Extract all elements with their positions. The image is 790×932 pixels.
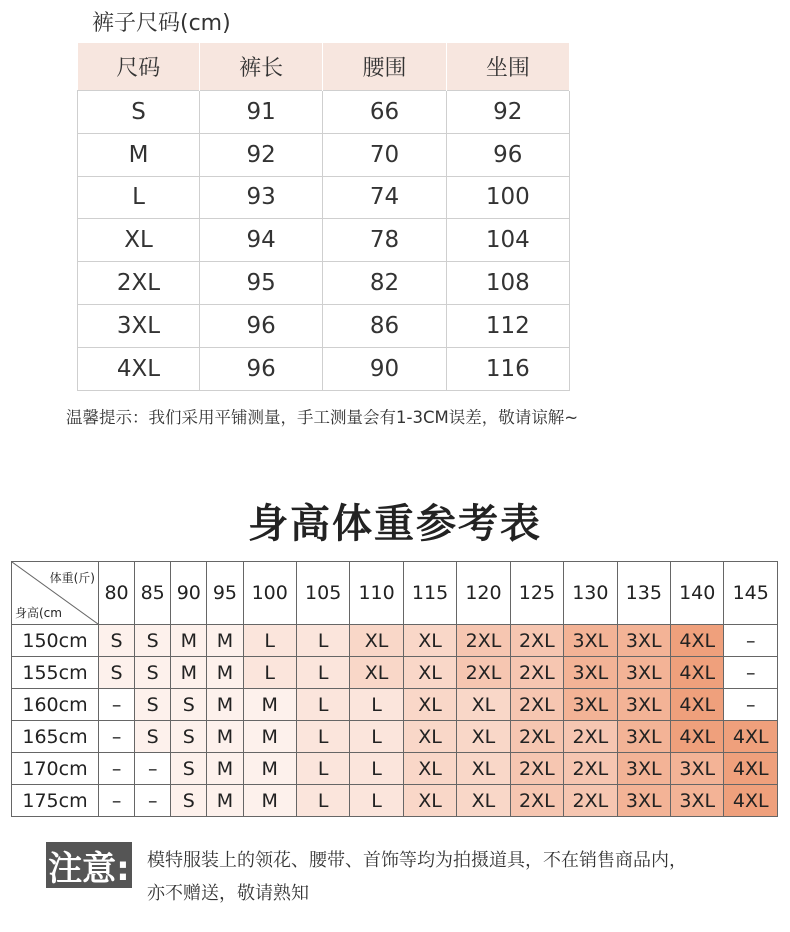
size-table-cell: 93: [200, 176, 323, 219]
size-recommendation-cell: 2XL: [510, 753, 563, 785]
size-recommendation-cell: M: [243, 785, 296, 817]
weight-header-cell: 90: [171, 562, 207, 625]
size-recommendation-cell: L: [296, 689, 349, 721]
size-recommendation-cell: S: [135, 657, 171, 689]
size-recommendation-cell: M: [243, 689, 296, 721]
size-table-header: 腰围: [323, 43, 446, 91]
size-table-cell: M: [78, 133, 200, 176]
size-table-row: [78, 262, 570, 305]
height-weight-table: [11, 561, 778, 817]
weight-header-cell: 135: [617, 562, 670, 625]
size-recommendation-cell: M: [207, 625, 243, 657]
hw-chart-title: 身高体重参考表: [248, 501, 542, 547]
size-table-cell: 96: [200, 347, 323, 390]
size-table-cell: 112: [446, 304, 569, 347]
size-recommendation-cell: 3XL: [564, 625, 617, 657]
size-recommendation-cell: XL: [403, 689, 456, 721]
size-recommendation-cell: –: [724, 657, 778, 689]
size-table-row: [78, 347, 570, 390]
size-recommendation-cell: S: [135, 721, 171, 753]
size-table-header: 裤长: [200, 43, 323, 91]
size-recommendation-cell: 3XL: [617, 689, 670, 721]
size-table-cell: 92: [200, 133, 323, 176]
size-recommendation-cell: M: [171, 625, 207, 657]
hw-corner-cell: [12, 562, 99, 625]
size-table-header: 尺码: [78, 43, 200, 91]
size-recommendation-cell: 2XL: [457, 657, 510, 689]
size-recommendation-cell: 2XL: [510, 721, 563, 753]
size-recommendation-cell: 2XL: [510, 657, 563, 689]
size-recommendation-cell: S: [135, 625, 171, 657]
size-recommendation-cell: 3XL: [564, 657, 617, 689]
hw-row: [12, 721, 778, 753]
size-recommendation-cell: M: [207, 785, 243, 817]
size-recommendation-cell: 4XL: [724, 753, 778, 785]
size-recommendation-cell: XL: [350, 657, 403, 689]
size-recommendation-cell: XL: [403, 753, 456, 785]
size-recommendation-cell: XL: [403, 785, 456, 817]
size-table-cell: 96: [446, 133, 569, 176]
height-label-cell: 175cm: [12, 785, 99, 817]
size-recommendation-cell: S: [171, 753, 207, 785]
size-recommendation-cell: M: [207, 657, 243, 689]
height-label-cell: 150cm: [12, 625, 99, 657]
size-recommendation-cell: L: [243, 657, 296, 689]
size-table-cell: 90: [323, 347, 446, 390]
size-recommendation-cell: 4XL: [671, 721, 724, 753]
size-table-header: 坐围: [446, 43, 569, 91]
size-recommendation-cell: XL: [350, 625, 403, 657]
weight-header-cell: 130: [564, 562, 617, 625]
size-table-cell: S: [78, 91, 200, 134]
size-recommendation-cell: 4XL: [724, 721, 778, 753]
size-table-cell: 108: [446, 262, 569, 305]
size-recommendation-cell: 3XL: [671, 785, 724, 817]
size-recommendation-cell: 2XL: [564, 753, 617, 785]
size-recommendation-cell: XL: [457, 785, 510, 817]
size-recommendation-cell: –: [99, 721, 135, 753]
size-recommendation-cell: 3XL: [617, 625, 670, 657]
size-table: [77, 43, 570, 391]
size-table-header-row: [78, 43, 570, 91]
size-recommendation-cell: L: [350, 721, 403, 753]
size-recommendation-cell: 4XL: [724, 785, 778, 817]
size-recommendation-cell: M: [243, 721, 296, 753]
height-label-cell: 160cm: [12, 689, 99, 721]
size-table-cell: 66: [323, 91, 446, 134]
size-recommendation-cell: –: [724, 689, 778, 721]
weight-header-cell: 145: [724, 562, 778, 625]
size-recommendation-cell: 2XL: [510, 625, 563, 657]
weight-header-cell: 140: [671, 562, 724, 625]
size-table-cell: 74: [323, 176, 446, 219]
height-label-cell: 155cm: [12, 657, 99, 689]
weight-header-cell: 85: [135, 562, 171, 625]
size-recommendation-cell: L: [350, 753, 403, 785]
size-recommendation-cell: S: [99, 625, 135, 657]
size-recommendation-cell: L: [296, 657, 349, 689]
size-table-cell: 96: [200, 304, 323, 347]
size-recommendation-cell: S: [135, 689, 171, 721]
size-recommendation-cell: 3XL: [671, 753, 724, 785]
size-table-row: [78, 219, 570, 262]
size-table-row: [78, 133, 570, 176]
size-chart-title: 裤子尺码(cm): [92, 11, 231, 36]
weight-axis-label: 体重(斤): [49, 571, 95, 585]
weight-header-cell: 105: [296, 562, 349, 625]
size-recommendation-cell: XL: [457, 689, 510, 721]
hw-row: [12, 753, 778, 785]
size-recommendation-cell: M: [171, 657, 207, 689]
size-table-cell: XL: [78, 219, 200, 262]
size-recommendation-cell: 2XL: [510, 689, 563, 721]
size-table-cell: 116: [446, 347, 569, 390]
size-recommendation-cell: 2XL: [564, 785, 617, 817]
size-table-cell: 86: [323, 304, 446, 347]
size-table-cell: 2XL: [78, 262, 200, 305]
hw-row: [12, 657, 778, 689]
size-recommendation-cell: M: [207, 721, 243, 753]
weight-header-cell: 115: [403, 562, 456, 625]
hw-row: [12, 785, 778, 817]
size-recommendation-cell: –: [99, 785, 135, 817]
size-recommendation-cell: XL: [457, 721, 510, 753]
size-table-cell: 92: [446, 91, 569, 134]
size-recommendation-cell: 3XL: [617, 657, 670, 689]
size-table-row: [78, 304, 570, 347]
hw-row: [12, 625, 778, 657]
note-badge: 注意:: [46, 842, 132, 888]
size-table-cell: 3XL: [78, 304, 200, 347]
size-recommendation-cell: –: [135, 785, 171, 817]
size-recommendation-cell: 4XL: [671, 657, 724, 689]
size-table-cell: 82: [323, 262, 446, 305]
size-recommendation-cell: 3XL: [617, 785, 670, 817]
note-line-2: 亦不赠送，敬请熟知: [147, 883, 309, 904]
size-table-cell: 4XL: [78, 347, 200, 390]
size-recommendation-cell: M: [243, 753, 296, 785]
size-recommendation-cell: XL: [403, 657, 456, 689]
size-recommendation-cell: 2XL: [457, 625, 510, 657]
weight-header-cell: 125: [510, 562, 563, 625]
height-label-cell: 170cm: [12, 753, 99, 785]
size-recommendation-cell: 2XL: [564, 721, 617, 753]
size-recommendation-cell: S: [171, 721, 207, 753]
size-recommendation-cell: XL: [457, 753, 510, 785]
hw-row: [12, 689, 778, 721]
size-recommendation-cell: XL: [403, 625, 456, 657]
weight-header-cell: 100: [243, 562, 296, 625]
size-recommendation-cell: –: [99, 689, 135, 721]
size-recommendation-cell: S: [171, 785, 207, 817]
note-text: [147, 844, 777, 910]
size-recommendation-cell: 3XL: [617, 753, 670, 785]
size-recommendation-cell: L: [296, 753, 349, 785]
size-table-cell: 95: [200, 262, 323, 305]
size-table-cell: 94: [200, 219, 323, 262]
size-recommendation-cell: 2XL: [510, 785, 563, 817]
weight-header-cell: 110: [350, 562, 403, 625]
size-table-row: [78, 91, 570, 134]
size-recommendation-cell: S: [99, 657, 135, 689]
size-recommendation-cell: 4XL: [671, 689, 724, 721]
size-recommendation-cell: L: [350, 785, 403, 817]
size-recommendation-cell: 3XL: [564, 689, 617, 721]
height-label-cell: 165cm: [12, 721, 99, 753]
size-table-cell: 70: [323, 133, 446, 176]
weight-header-cell: 95: [207, 562, 243, 625]
size-table-cell: L: [78, 176, 200, 219]
size-recommendation-cell: L: [350, 689, 403, 721]
height-axis-label: 身高(cm: [15, 606, 62, 620]
size-recommendation-cell: S: [171, 689, 207, 721]
size-recommendation-cell: 3XL: [617, 721, 670, 753]
size-recommendation-cell: L: [296, 721, 349, 753]
size-table-cell: 104: [446, 219, 569, 262]
size-recommendation-cell: L: [243, 625, 296, 657]
size-recommendation-cell: M: [207, 689, 243, 721]
size-recommendation-cell: L: [296, 625, 349, 657]
size-recommendation-cell: –: [724, 625, 778, 657]
size-recommendation-cell: L: [296, 785, 349, 817]
weight-header-cell: 80: [99, 562, 135, 625]
size-table-cell: 100: [446, 176, 569, 219]
size-recommendation-cell: –: [135, 753, 171, 785]
size-table-cell: 78: [323, 219, 446, 262]
size-recommendation-cell: XL: [403, 721, 456, 753]
measurement-tip: 温馨提示：我们采用平铺测量，手工测量会有1-3CM误差，敬请谅解~: [66, 408, 579, 427]
size-table-row: [78, 176, 570, 219]
weight-header-cell: 120: [457, 562, 510, 625]
note-line-1: 模特服装上的领花、腰带、首饰等均为拍摄道具，不在销售商品内，: [147, 850, 687, 871]
size-recommendation-cell: –: [99, 753, 135, 785]
size-table-cell: 91: [200, 91, 323, 134]
size-recommendation-cell: 4XL: [671, 625, 724, 657]
hw-header-row: [12, 562, 778, 625]
size-recommendation-cell: M: [207, 753, 243, 785]
